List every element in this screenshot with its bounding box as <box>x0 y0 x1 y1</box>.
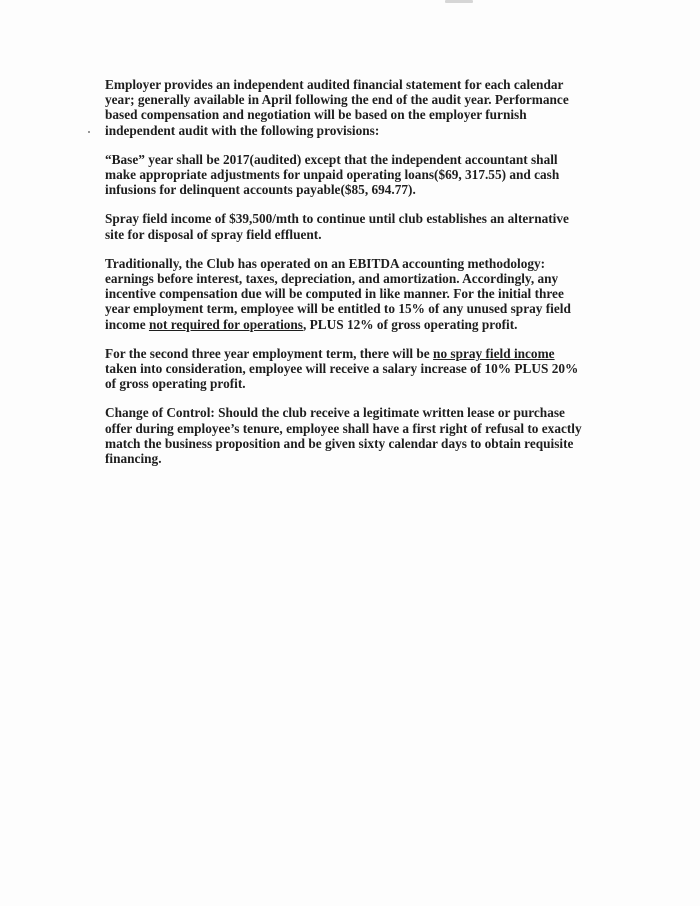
text-line: match the business proposition and be given sixty calendar days to obtain requisite <box>105 435 574 451</box>
underlined-phrase: not required for operations <box>148 316 303 332</box>
paragraph-second-term <box>105 346 597 392</box>
text-line: financing. <box>105 451 162 467</box>
text-segment: , PLUS 12% of gross operating profit. <box>302 316 518 332</box>
paragraph-change-of-control <box>105 405 597 466</box>
text-segment: For the second three year employment term, there will be <box>105 345 434 361</box>
underlined-phrase: no spray field income <box>433 345 555 361</box>
text-segment: income <box>105 316 149 332</box>
scan-artifact <box>445 0 473 3</box>
paragraph-spray-field-income <box>105 211 597 241</box>
text-line: year employment term, employee will be entitled to 15% of any unused spray field <box>105 301 571 317</box>
text-line: Spray field income of $39,500/mth to continue until club establishes an alternative <box>105 211 569 227</box>
text-line: “Base” year shall be 2017(audited) except that the independent accountant shall <box>105 151 558 167</box>
paragraph-base-year <box>105 152 597 198</box>
text-line: earnings before interest, taxes, depreciation, and amortization. Accordingly, any <box>105 271 559 287</box>
text-line: make appropriate adjustments for unpaid operating loans($69, 317.55) and cash <box>105 167 560 183</box>
text-line: site for disposal of spray field effluent. <box>105 226 322 242</box>
paragraph-ebitda <box>105 256 597 332</box>
text-line <box>105 317 597 332</box>
text-line: taken into consideration, employee will receive a salary increase of 10% PLUS 20% <box>105 361 579 377</box>
text-line: offer during employee’s tenure, employee shall have a first right of refusal to exactly <box>105 420 582 436</box>
text-line: incentive compensation due will be computed in like manner. For the initial three <box>105 286 564 302</box>
text-line: Traditionally, the Club has operated on an EBITDA accounting methodology: <box>105 255 546 271</box>
text-line: year; generally available in April following the end of the audit year. Performance <box>105 92 569 108</box>
text-line <box>105 346 597 361</box>
text-line: of gross operating profit. <box>105 376 246 392</box>
text-line: infusions for delinquent accounts payable($85, 694.77). <box>105 182 416 198</box>
text-line: Change of Control: Should the club receive a legitimate written lease or purchase <box>105 405 565 421</box>
text-line: Employer provides an independent audited financial statement for each calendar <box>105 77 564 92</box>
paragraph-audit-statement <box>105 77 597 138</box>
document-body <box>105 77 597 480</box>
text-line: based compensation and negotiation will be based on the employer furnish <box>105 107 527 123</box>
text-line: independent audit with the following provisions: <box>105 122 380 138</box>
stray-mark <box>88 131 90 133</box>
